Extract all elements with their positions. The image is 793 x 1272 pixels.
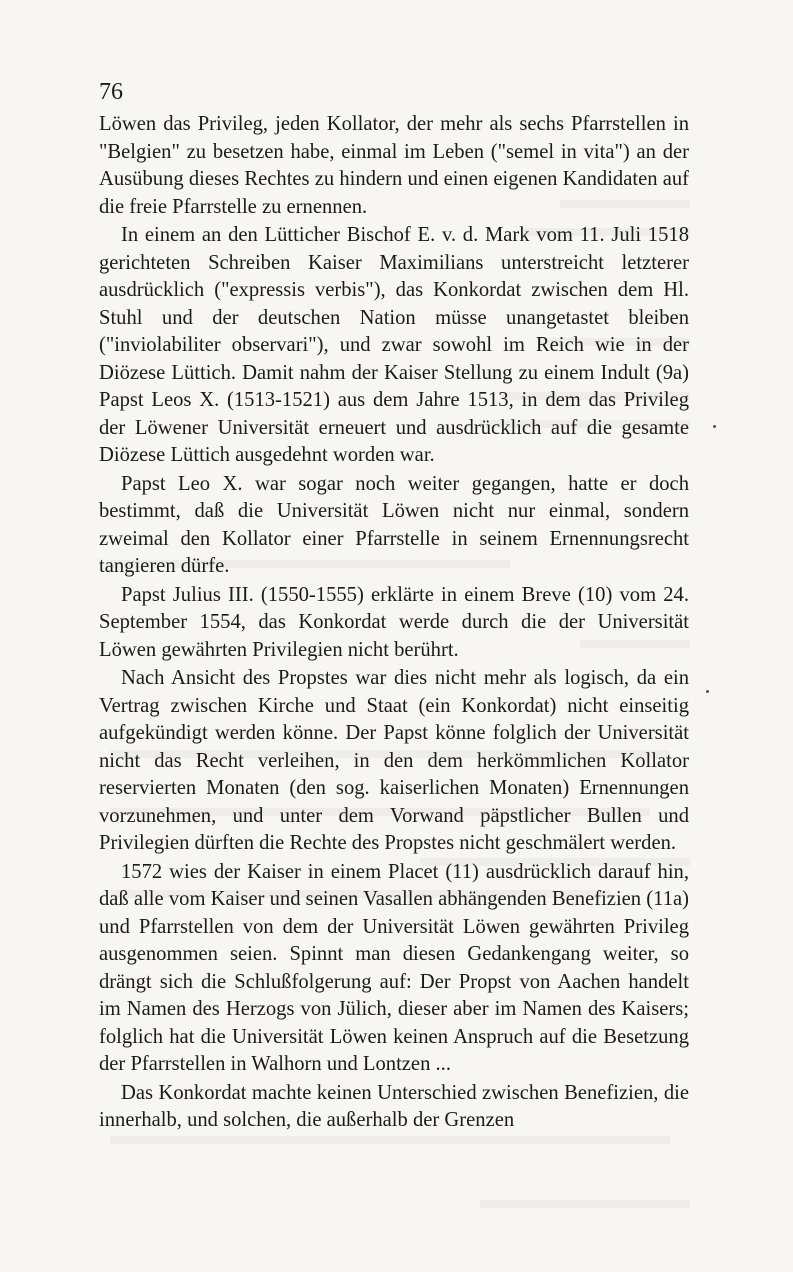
page-number: 76	[99, 79, 123, 105]
paragraph: Löwen das Privileg, jeden Kollator, der mehr als sechs Pfarrstellen in "Belgien" zu besetzen habe, einmal im Leben ("semel in vita") an der Ausübung dieses Rechtes zu hindern und einen eigenen Kandidaten auf die freie Pfarrstelle zu ernennen.	[99, 113, 689, 218]
paragraph: 1572 wies der Kaiser in einem Placet (11) ausdrücklich darauf hin, daß alle vom Kaiser und seinen Vasallen abhängenden Benefizien (11a) und Pfarrstellen von dem der Universität Löwen gewährten Privileg ausgenommen seien. Spinnt man diesen Gedankengang weiter, so drängt sich die Schlußfolgerung auf: Der Propst von Aachen handelt im Namen des Herzogs von Jülich, dieser aber im Namen des Kaisers; folglich hat die Universität Löwen keinen Anspruch auf die Besetzung der Pfarrstellen in Walhorn und Lontzen ...	[99, 860, 689, 1075]
print-speck	[713, 425, 716, 428]
print-speck	[706, 690, 709, 693]
body-text	[99, 111, 689, 1135]
paragraph: Papst Leo X. war sogar noch weiter gegangen, hatte er doch bestimmt, daß die Universität Löwen nicht nur einmal, sondern zweimal den Kollator einer Pfarrstelle in seinem Ernennungsrecht tangieren dürfe.	[99, 472, 689, 577]
paragraph: Papst Julius III. (1550-1555) erklärte in einem Breve (10) vom 24. September 1554, das Konkordat werde durch die der Universität Löwen gewährten Privilegien nicht berührt.	[99, 583, 689, 661]
paragraph: Nach Ansicht des Propstes war dies nicht mehr als logisch, da ein Vertrag zwischen Kirche und Staat (ein Konkordat) nicht einseitig aufgekündigt werden könne. Der Papst könne folglich der Universität nicht das Recht verleihen, in den dem herkömmlichen Kollator reservierten Monaten (den sog. kaiserlichen Monaten) Ernennungen vorzunehmen, und unter dem Vorwand päpstlicher Bullen und Privilegien dürften die Rechte des Propstes nicht geschmälert werden.	[99, 667, 689, 854]
paragraph: Das Konkordat machte keinen Unterschied zwischen Benefizien, die innerhalb, und solchen, die außerhalb der Grenzen	[99, 1081, 689, 1131]
paragraph: In einem an den Lütticher Bischof E. v. d. Mark vom 11. Juli 1518 gerichteten Schreiben Kaiser Maximilians unterstreicht letzterer ausdrücklich ("expressis verbis"), das Konkordat zwischen dem Hl. Stuhl und der deutschen Nation müsse unangetastet bleiben ("inviolabiliter observari"), und zwar sowohl im Reich wie in der Diözese Lüttich. Damit nahm der Kaiser Stellung zu einem Indult (9a) Papst Leos X. (1513-1521) aus dem Jahre 1513, in dem das Privileg der Löwener Universität erneuert und ausdrücklich auf die gesamte Diözese Lüttich ausgedehnt worden war.	[99, 224, 689, 466]
